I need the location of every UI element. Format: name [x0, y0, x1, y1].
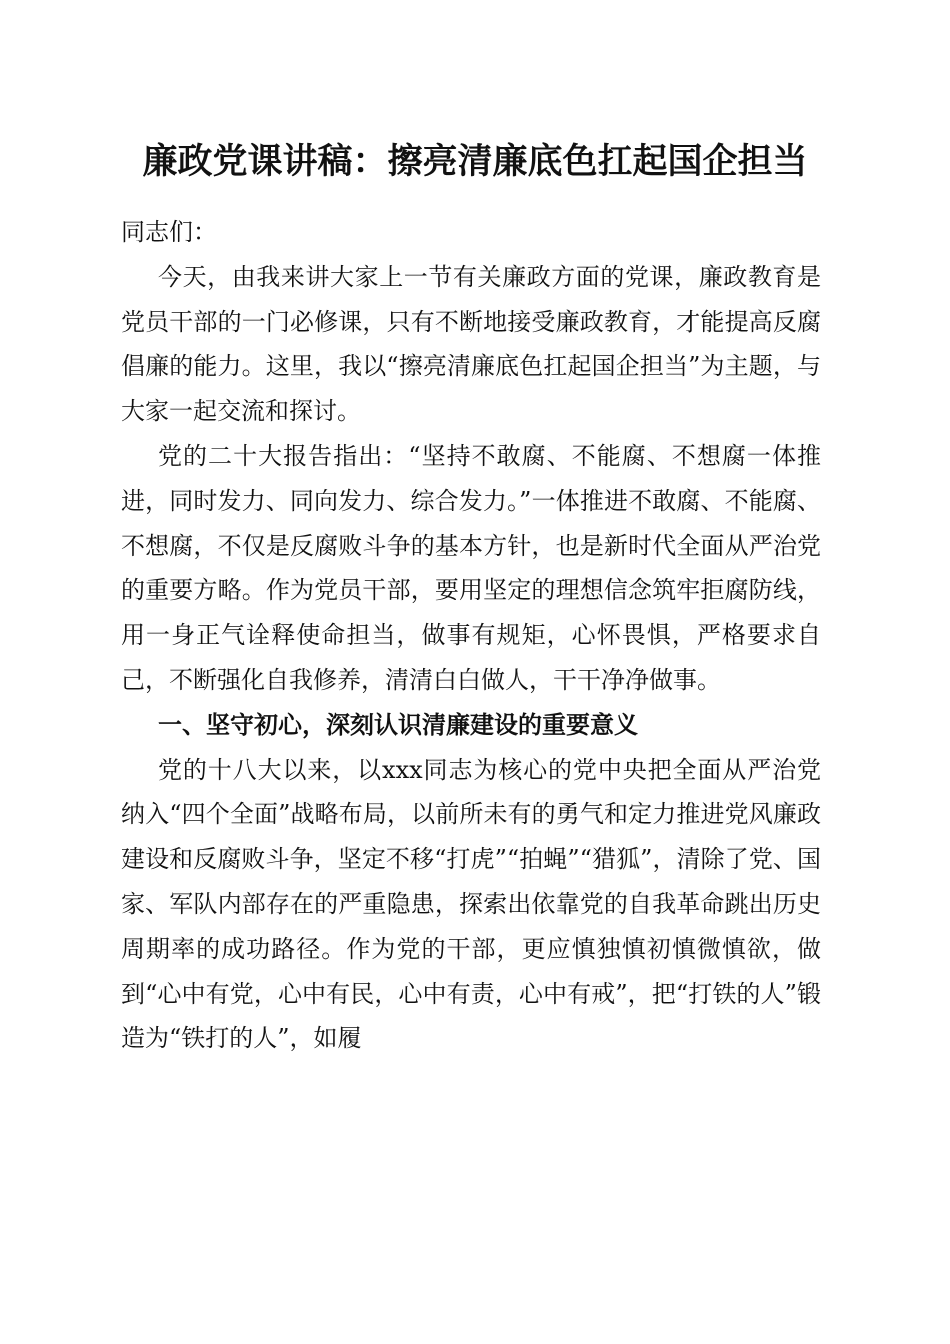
greeting: 同志们：	[121, 218, 217, 246]
paragraph-intro: 今天，由我来讲大家上一节有关廉政方面的党课，廉政教育是党员干部的一门必修课，只有不断地接受廉政教育，才能提高反腐倡廉的能力。这里，我以“擦亮清廉底色扛起国企担当”为主题，与大家一起交流和探讨。	[121, 262, 821, 426]
document-title: 廉政党课讲稿：擦亮清廉底色扛起国企担当	[142, 141, 808, 182]
section-heading: 一、坚守初心，深刻认识清廉建设的重要意义	[158, 710, 638, 739]
document-body	[121, 210, 821, 1061]
paragraph-section-one: 党的十八大以来，以xxx同志为核心的党中央把全面从严治党纳入“四个全面”战略布局，以前所未有的勇气和定力推进党风廉政建设和反腐败斗争，坚定不移“打虎”“拍蝇”“猎狐”，清除了党、国家、军队内部存在的严重隐患，探索出依靠党的自我革命跳出历史周期率的成功路径。作为党的干部，更应慎独慎初慎微慎欲，做到“心中有党，心中有民，心中有责，心中有戒”，把“打铁的人”锻造为“铁打的人”，如履	[121, 755, 821, 1053]
paragraph-report: 党的二十大报告指出：“坚持不敢腐、不能腐、不想腐一体推进，同时发力、同向发力、综合发力。”一体推进不敢腐、不能腐、不想腐，不仅是反腐败斗争的基本方针，也是新时代全面从严治党的重要方略。作为党员干部，要用坚定的理想信念筑牢拒腐防线，用一身正气诠释使命担当，做事有规矩，心怀畏惧，严格要求自己，不断强化自我修养，清清白白做人，干干净净做事。	[121, 441, 821, 694]
